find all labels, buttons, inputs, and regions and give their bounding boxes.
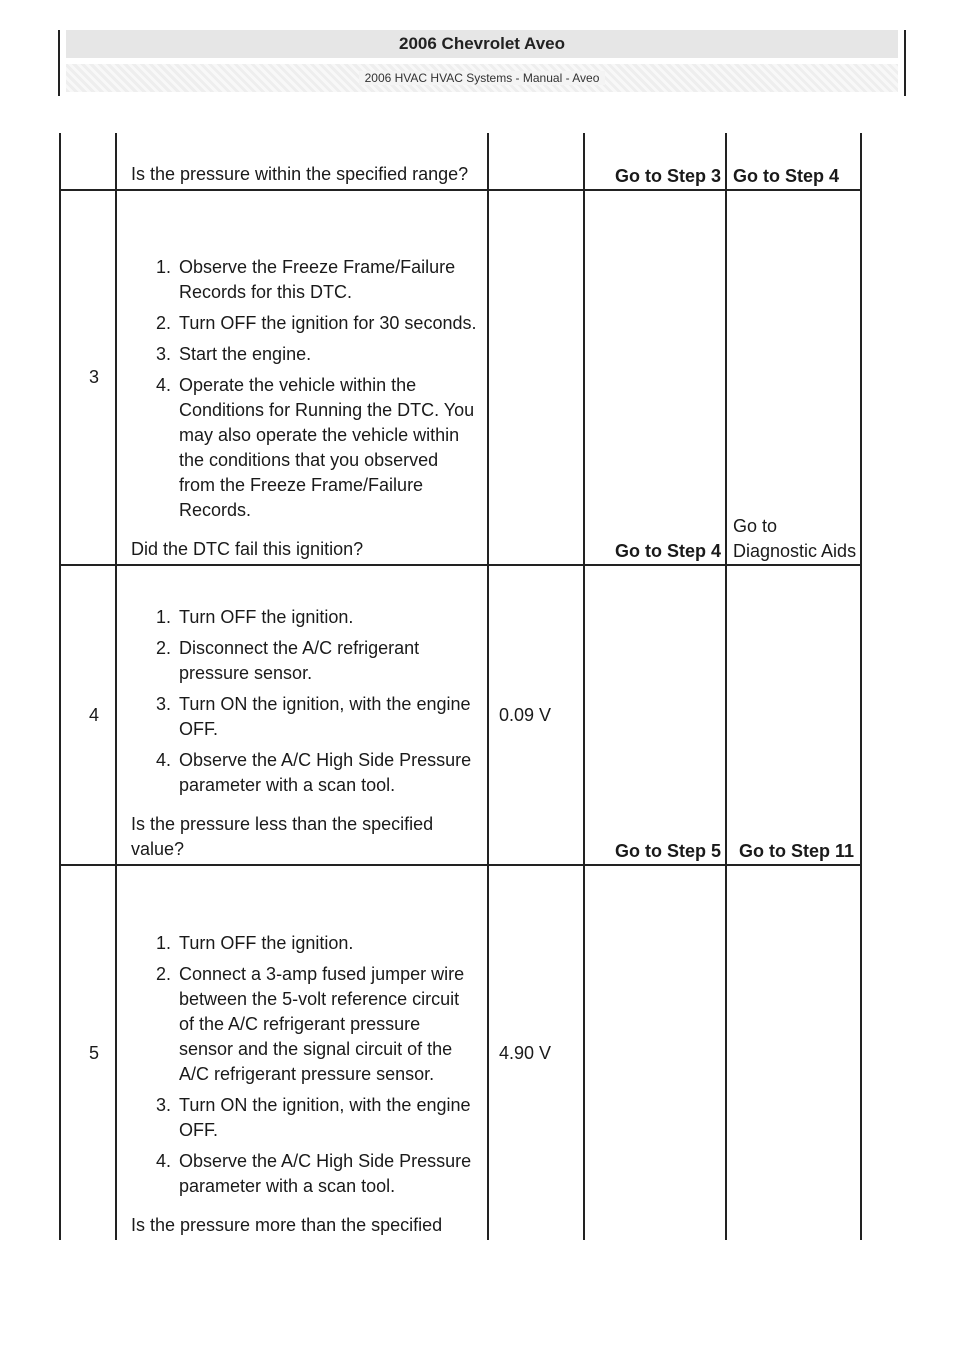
list-item: 2. Connect a 3-amp fused jumper wire between the 5-volt reference circuit of the A/C refrigerant pressure sensor and the signal circuit of the A/C refrigerant pressure sensor. [155, 964, 465, 1084]
step-question: Is the pressure more than the specified [131, 1215, 443, 1235]
document-subtitle: 2006 HVAC HVAC Systems - Manual - Aveo [359, 71, 606, 85]
yes-cell [584, 565, 726, 865]
yes-cell [584, 133, 726, 190]
page-header [58, 30, 906, 96]
value-cell [488, 133, 584, 190]
spec-value: 4.90 V [488, 865, 584, 1240]
list-item: 3. Turn ON the ignition, with the engine OFF. [155, 694, 471, 739]
step-number-cell: 4 [60, 565, 116, 865]
document-subtitle-bar [66, 64, 898, 92]
yes-cell [584, 190, 726, 565]
table-row [60, 133, 861, 190]
no-cell [726, 190, 861, 565]
list-item: 4. Operate the vehicle within the Conditions for Running the DTC. You may also operate the vehicle within the conditions that you observed from the Freeze Frame/Failure Records. [155, 375, 475, 520]
list-item: 3. Turn ON the ignition, with the engine OFF. [155, 1095, 471, 1140]
list-item: 1. Turn OFF the ignition. [155, 607, 354, 627]
action-cell [116, 133, 488, 190]
list-item: 2. Disconnect the A/C refrigerant pressure sensor. [155, 638, 420, 683]
action-cell [116, 190, 488, 565]
list-item: 3. Start the engine. [155, 344, 312, 364]
step-question: Did the DTC fail this ignition? [131, 539, 364, 559]
yes-link[interactable]: Go to Step 3 [614, 166, 721, 186]
table-row [60, 190, 861, 565]
table-row [60, 565, 861, 865]
instruction-list [131, 931, 479, 1199]
document-title: 2006 Chevrolet Aveo [66, 30, 898, 58]
step-question: Is the pressure within the specified range? [131, 164, 469, 184]
no-cell [726, 133, 861, 190]
diagnostic-table [59, 133, 862, 1240]
list-item: 2. Turn OFF the ignition for 30 seconds. [155, 313, 477, 333]
step-number-cell: 5 [60, 865, 116, 1240]
action-cell [116, 865, 488, 1240]
no-cell [726, 865, 861, 1240]
list-item: 1. Observe the Freeze Frame/Failure Records for this DTC. [155, 257, 456, 302]
yes-link[interactable]: Go to Step 4 [614, 541, 721, 561]
list-item: 4. Observe the A/C High Side Pressure parameter with a scan tool. [155, 750, 472, 795]
no-cell [726, 565, 861, 865]
spec-value: 0.09 V [488, 565, 584, 865]
yes-link[interactable]: Go to Step 5 [614, 841, 721, 861]
yes-cell [584, 865, 726, 1240]
action-cell [116, 565, 488, 865]
table-row [60, 865, 861, 1240]
list-item: 1. Turn OFF the ignition. [155, 933, 354, 953]
list-item: 4. Observe the A/C High Side Pressure parameter with a scan tool. [155, 1151, 472, 1196]
value-cell [488, 190, 584, 565]
no-link[interactable]: Go to Step 4 [733, 166, 840, 186]
no-link[interactable]: Go to Diagnostic Aids [733, 516, 857, 561]
no-link[interactable]: Go to Step 11 [738, 841, 855, 861]
instruction-list [131, 605, 479, 798]
step-number-cell [60, 133, 116, 190]
step-number-cell: 3 [60, 190, 116, 565]
instruction-list [131, 255, 479, 523]
step-question: Is the pressure less than the specified value? [131, 814, 434, 859]
